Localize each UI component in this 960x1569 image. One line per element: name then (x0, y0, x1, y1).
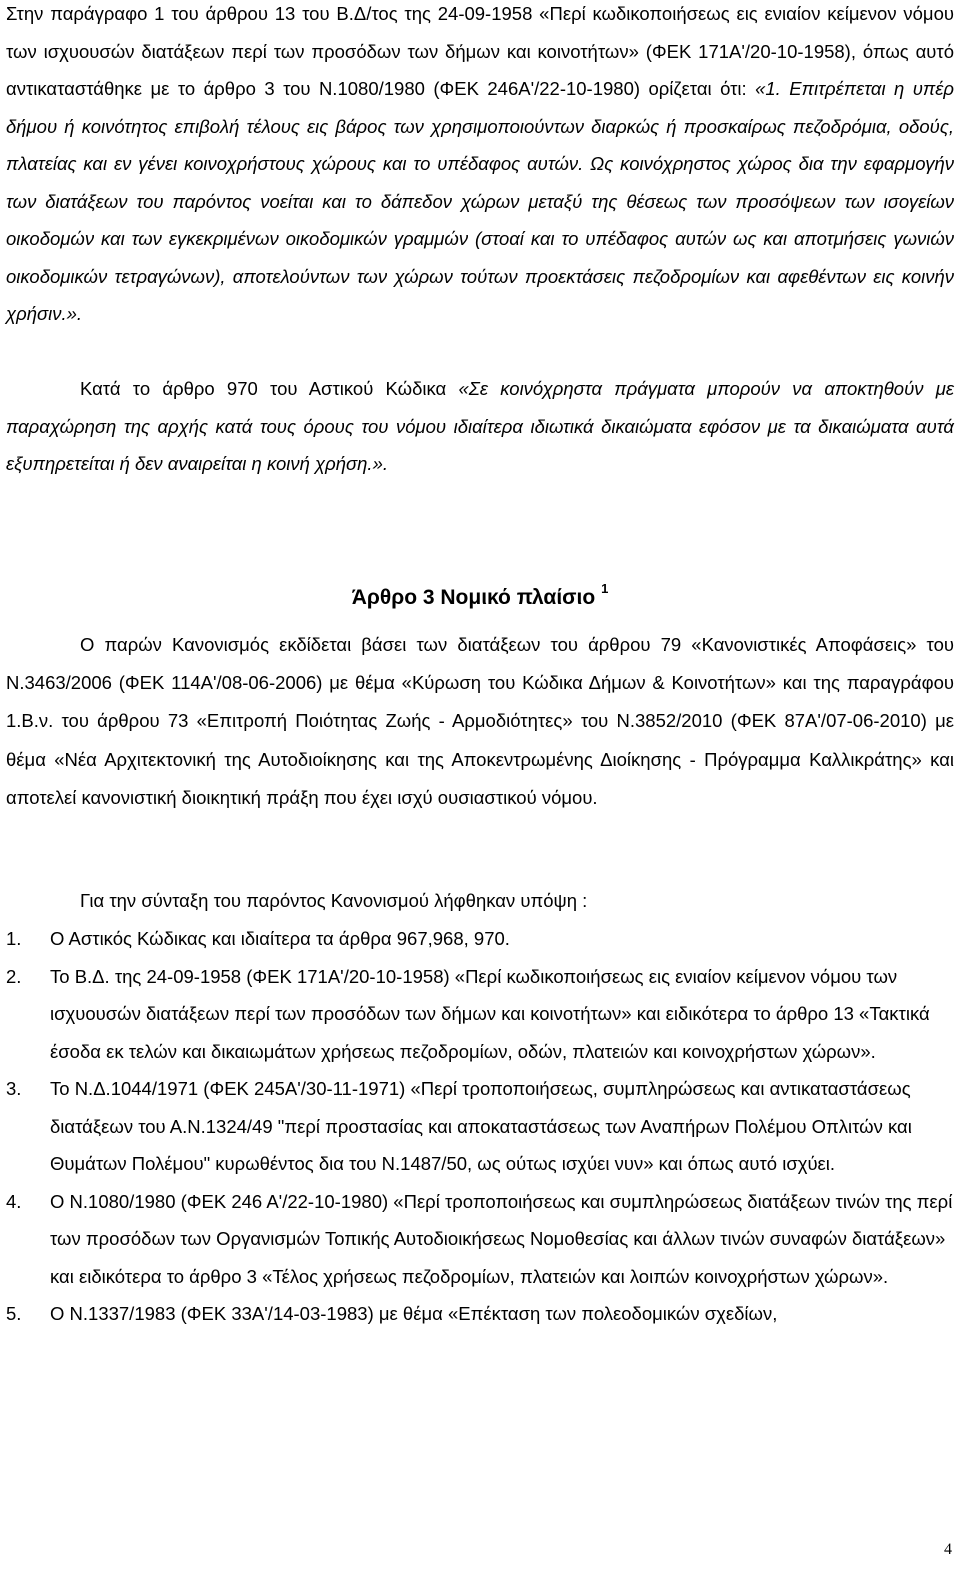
list-item-number: 2. (6, 965, 22, 987)
list-item-number: 4. (6, 1190, 22, 1212)
list-item-text: Το Ν.Δ.1044/1971 (ΦΕΚ 245Α'/30-11-1971) «Περί τροποποιήσεως, συμπληρώσεως και αντικαταστάσεως διατάξεων του Α.Ν.1324/49 "περί προστασίας και αποκαταστάσεως των Αναπήρων Πολέμου Οπλιτών και Θυμάτων Πολέμου" κυρωθέντος δια του Ν.1487/50, ως ούτως ισχύει νυν» και όπως αυτό ισχύει. (50, 1078, 912, 1174)
page-number: 4 (944, 1541, 952, 1558)
quoted-provision: «1. Επιτρέπεται η υπέρ δήμου ή κοινότητος επιβολή τέλους εις βάρος των χρησιμοποιούντων διαρκώς ή προσκαίρως πεζοδρόμια, οδούς, πλατείας και εν γένει κοινοχρήστους χώρους και το υπέδαφος αυτών. Ως κοινόχρηστος χώρος δια την εφαρμογήν των διατάξεων του παρόντος νοείται και το δάπεδον χώρων μεταξύ της θέσεως των προσόψεων των ισογείων οικοδομών και των εγκεκριμένων οικοδομικών γραμμών (στοαί και το υπέδαφος αυτών ως και αποτμήσεις γωνιών οικοδομικών τετραγώνων), αποτελούντων των χώρων τούτων προεκτάσεις πεζοδρομίων και αφεθέντων εις κοινήν χρήσιν.». (6, 78, 954, 324)
list-item-text: Το Β.Δ. της 24-09-1958 (ΦΕΚ 171Α'/20-10-1958) «Περί κωδικοποιήσεως εις ενιαίον κείμενον νόμου των ισχυουσών διατάξεων περί των προσόδων των δήμων και κοινοτήτων» και ειδικότερα το άρθρο 13 «Τακτικά έσοδα εκ τελών και δικαιωμάτων χρήσεως πεζοδρομίων, οδών, πλατειών και κοινοχρήστων χώρων». (50, 965, 930, 1062)
paragraph-list-intro: Για την σύνταξη του παρόντος Κανονισμού λήφθηκαν υπόψη : (80, 890, 588, 911)
list-item-number: 3. (6, 1078, 22, 1099)
list-item (6, 1183, 956, 1296)
list-item-number: 5. (6, 1303, 22, 1324)
list-item (6, 1295, 956, 1333)
paragraph-civil-code (6, 370, 954, 483)
list-item-text: Ο Ν.1337/1983 (ΦΕΚ 33Α'/14-03-1983) με θέμα «Επέκταση των πολεοδομικών σχεδίων, (50, 1303, 778, 1324)
list-item-text: Ο Ν.1080/1980 (ΦΕΚ 246 Α'/22-10-1980) «Περί τροποποιήσεως και συμπληρώσεως διατάξεων τινών της περί των προσόδων των Οργανισμών Τοπικής Αυτοδιοικήσεως Νομοθεσίας και άλλων τινών συναφών διατάξεων» και ειδικότερα το άρθρο 3 «Τέλος χρήσεως πεζοδρομίων, πλατειών και λοιπών κοινοχρήστων χώρων». (50, 1190, 953, 1287)
list-item (6, 958, 956, 1071)
paragraph-text: Στην παράγραφο 1 του άρθρου 13 του Β.Δ/τος της 24-09-1958 «Περί κωδικοποιήσεως εις ενιαίον κείμενον νόμου των ισχυουσών διατάξεων περί των προσόδων των δήμων και κοινοτήτων» (ΦΕΚ 171Α'/20-10-1958), όπως αυτό αντικαταστάθηκε με το άρθρο 3 του Ν.1080/1980 (ΦΕΚ 246Α'/22-10-1980) ορίζεται ότι: (6, 3, 954, 99)
list-item (6, 1070, 956, 1183)
list-item (6, 920, 956, 958)
quoted-provision: «Σε κοινόχρηστα πράγματα μπορούν να αποκτηθούν με παραχώρηση της αρχής κατά τους όρους του νόμου ιδιαίτερα ιδιωτικά δικαιώματα εφόσον με τα δικαιώματα αυτά εξυπηρετείται ή δεν αναιρείται η κοινή χρήση.». (6, 378, 954, 474)
paragraph-text: Κατά το άρθρο 970 του Αστικού Κώδικα (80, 378, 459, 399)
section-heading (0, 572, 960, 618)
list-item-text: Ο Αστικός Κώδικας και ιδιαίτερα τα άρθρα 967,968, 970. (50, 928, 510, 949)
footnote-reference: 1 (601, 581, 609, 596)
legislation-list (6, 920, 956, 1333)
list-item-number: 1. (6, 928, 22, 949)
heading-title: Άρθρο 3 Νομικό πλαίσιο (351, 586, 596, 609)
paragraph-article-13 (6, 0, 954, 333)
paragraph-legal-basis: Ο παρών Κανονισμός εκδίδεται βάσει των διατάξεων του άρθρου 79 «Κανονιστικές Αποφάσεις» του Ν.3463/2006 (ΦΕΚ 114Α'/08-06-2006) με θέμα «Κύρωση του Κώδικα Δήμων & Κοινοτήτων» και της παραγράφου 1.Β.ν. του άρθρου 73 «Επιτροπή Ποιότητας Ζωής - Αρμοδιότητες» του Ν.3852/2010 (ΦΕΚ 87Α'/07-06-2010) με θέμα «Νέα Αρχιτεκτονική της Αυτοδιοίκησης και της Αποκεντρωμένης Διοίκησης - Πρόγραμμα Καλλικράτης» και αποτελεί κανονιστική διοικητική πράξη που έχει ισχύ ουσιαστικού νόμου. (6, 634, 954, 808)
